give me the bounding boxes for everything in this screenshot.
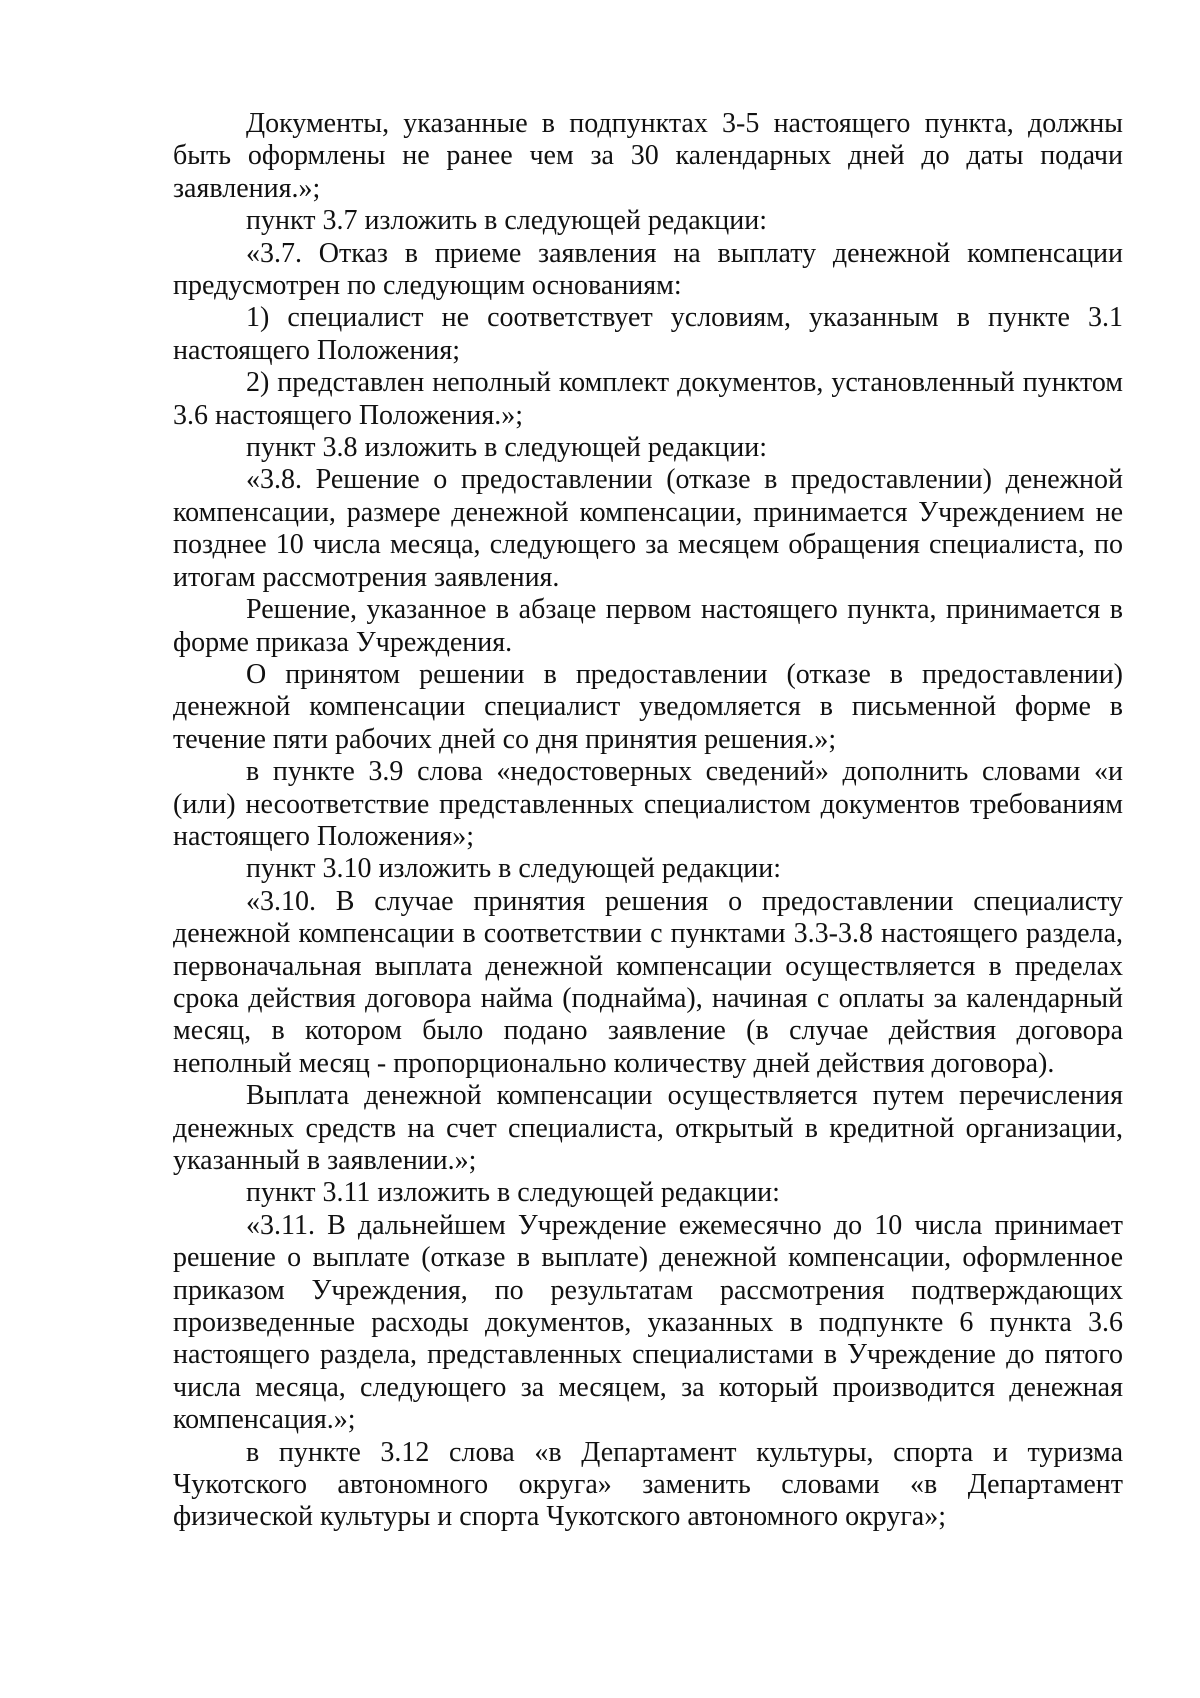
paragraph: О принятом решении в предоставлении (отказе в предоставлении) денежной компенсации специалист уведомляется в письменной форме в течение пяти рабочих дней со дня принятия решения.»;	[173, 658, 1123, 755]
paragraph: в пункте 3.12 слова «в Департамент культуры, спорта и туризма Чукотского автономного округа» заменить словами «в Департамент физической культуры и спорта Чукотского автономного округа»;	[173, 1436, 1123, 1533]
paragraph: «3.8. Решение о предоставлении (отказе в предоставлении) денежной компенсации, размере денежной компенсации, принимается Учреждением не позднее 10 числа месяца, следующего за месяцем обращения специалиста, по итогам рассмотрения заявления.	[173, 464, 1123, 593]
paragraph: 2) представлен неполный комплект документов, установленный пунктом 3.6 настоящего Положения.»;	[173, 367, 1123, 431]
paragraph: в пункте 3.9 слова «недостоверных сведений» дополнить словами «и (или) несоответствие представленных специалистом документов требованиям настоящего Положения»;	[173, 756, 1123, 852]
paragraph: пункт 3.8 изложить в следующей редакции:	[246, 432, 767, 464]
paragraph: «3.10. В случае принятия решения о предоставлении специалисту денежной компенсации в соответствии с пунктами 3.3-3.8 настоящего раздела, первоначальная выплата денежной компенсации осуществляется в пределах срока действия договора найма (поднайма), начиная с оплаты за календарный месяц, в котором было подано заявление (в случае действия договора неполный месяц - пропорционально количеству дней действия договора).	[173, 885, 1123, 1079]
paragraph: пункт 3.7 изложить в следующей редакции:	[246, 205, 767, 237]
paragraph: пункт 3.10 изложить в следующей редакции:	[246, 853, 781, 885]
paragraph: «3.11. В дальнейшем Учреждение ежемесячно до 10 числа принимает решение о выплате (отказе в выплате) денежной компенсации, оформленное приказом Учреждения, по результатам рассмотрения подтверждающих произведенные расходы документов, указанных в подпункте 6 пункта 3.6 настоящего раздела, представленных специалистами в Учреждение до пятого числа месяца, следующего за месяцем, за который производится денежная компенсация.»;	[173, 1209, 1123, 1436]
paragraph: пункт 3.11 изложить в следующей редакции:	[246, 1177, 780, 1209]
document-page	[173, 108, 1123, 1534]
paragraph: Документы, указанные в подпунктах 3-5 настоящего пункта, должны быть оформлены не ранее чем за 30 календарных дней до даты подачи заявления.»;	[173, 108, 1123, 204]
paragraph: Выплата денежной компенсации осуществляется путем перечисления денежных средств на счет специалиста, открытый в кредитной организации, указанный в заявлении.»;	[173, 1080, 1123, 1176]
paragraph: Решение, указанное в абзаце первом настоящего пункта, принимается в форме приказа Учреждения.	[173, 594, 1123, 658]
paragraph: 1) специалист не соответствует условиям, указанным в пункте 3.1 настоящего Положения;	[173, 302, 1123, 366]
paragraph: «3.7. Отказ в приеме заявления на выплату денежной компенсации предусмотрен по следующим основаниям:	[173, 237, 1123, 302]
